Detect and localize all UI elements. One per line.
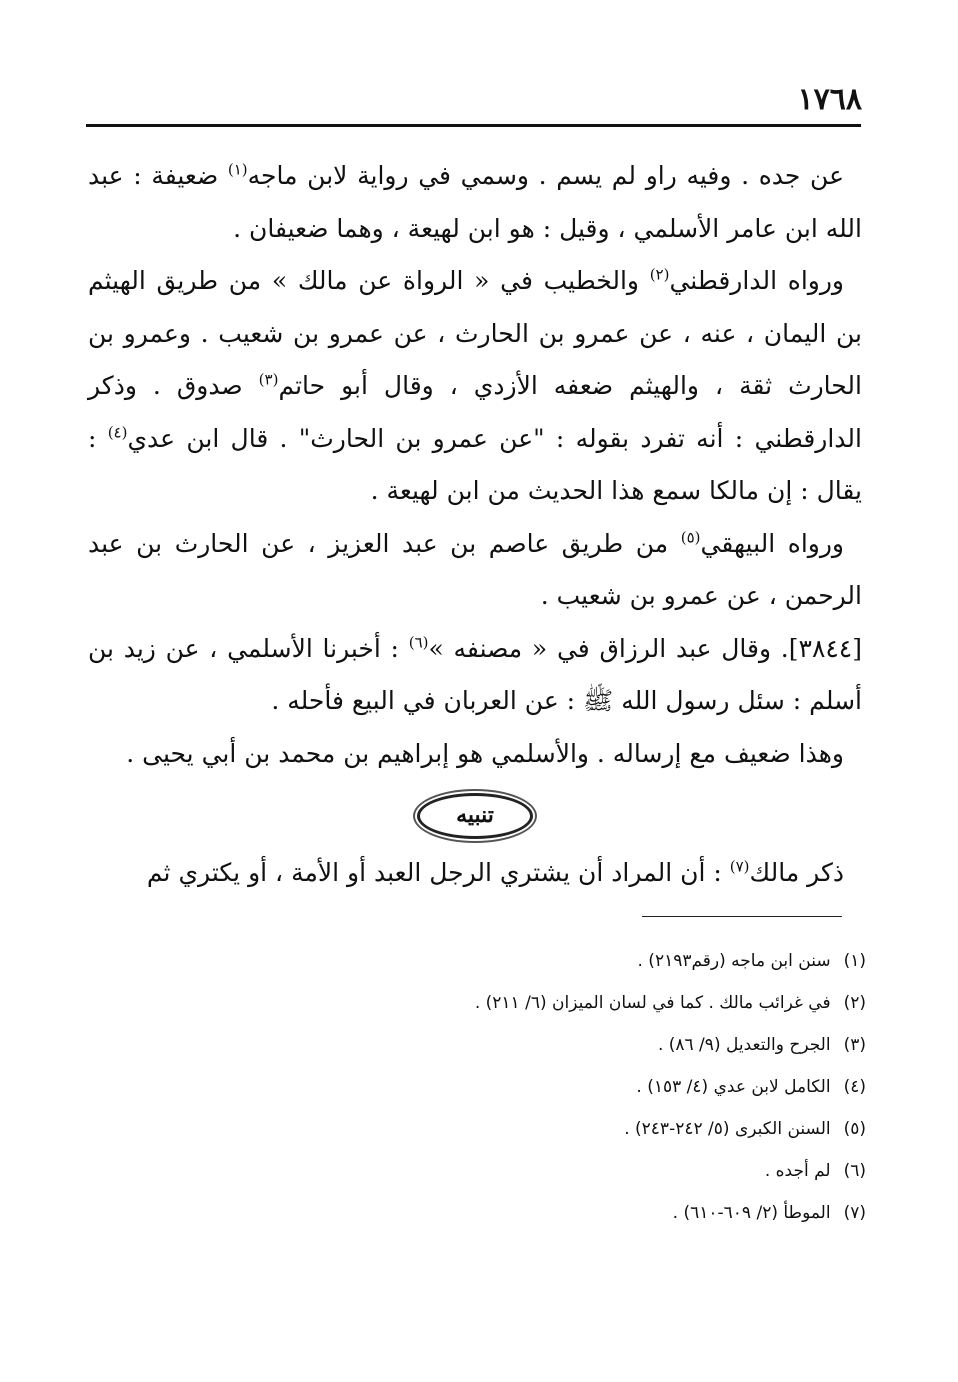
paragraph bbox=[88, 255, 862, 518]
footnote bbox=[306, 1024, 866, 1066]
footnotes bbox=[306, 940, 866, 1234]
text-run: ذكر مالك bbox=[749, 858, 844, 887]
footnote-number: (٢) bbox=[843, 993, 866, 1013]
footnote-number: (٣) bbox=[843, 1035, 866, 1055]
paragraph bbox=[88, 623, 862, 728]
footnote-separator bbox=[642, 916, 842, 917]
footnote-marker: (٥) bbox=[680, 528, 701, 547]
footnote bbox=[306, 982, 866, 1024]
footnote-number: (٥) bbox=[843, 1119, 866, 1139]
section-heading-wrapper bbox=[88, 783, 862, 845]
footnote-text: في غرائب مالك . كما في لسان الميزان (٦/ ٢١١) . bbox=[474, 993, 831, 1013]
footnote bbox=[306, 1150, 866, 1192]
final-paragraph bbox=[88, 847, 862, 900]
paragraph bbox=[88, 150, 862, 255]
footnote-marker: (٤) bbox=[107, 423, 128, 442]
footnote-text: الكامل لابن عدي (٤/ ١٥٣) . bbox=[636, 1077, 831, 1097]
paragraph bbox=[88, 728, 862, 781]
footnote-number: (٦) bbox=[843, 1161, 866, 1181]
footnote bbox=[306, 940, 866, 982]
text-run: : يقال : إن مالكا سمع هذا الحديث من ابن لهيعة . bbox=[88, 423, 862, 505]
paragraph bbox=[88, 518, 862, 623]
page-number: ١٧٦٨ bbox=[797, 82, 862, 117]
text-run: عن جده . وفيه راو لم يسم . وسمي في رواية لابن ماجه bbox=[247, 161, 844, 190]
text-run: ورواه البيهقي bbox=[700, 528, 844, 558]
footnote-number: (٤) bbox=[843, 1077, 866, 1097]
text-run: ورواه الدارقطني bbox=[669, 266, 844, 295]
section-heading: تنبيه bbox=[417, 793, 533, 839]
footnote bbox=[306, 1108, 866, 1150]
footnote-marker: (٢) bbox=[649, 265, 670, 284]
footnote-marker: (١) bbox=[227, 160, 248, 179]
footnote-text: السنن الكبرى (٥/ ٢٤٢-٢٤٣) . bbox=[624, 1119, 831, 1139]
footnote bbox=[306, 1066, 866, 1108]
footnote bbox=[306, 1192, 866, 1234]
text-run: من طريق عاصم بن عبد العزيز ، عن الحارث بن عبد الرحمن ، عن عمرو بن شعيب . bbox=[88, 528, 862, 610]
footnote-marker: (٦) bbox=[408, 633, 429, 652]
text-run: والخطيب في « الرواة عن مالك » من طريق الهيثم بن اليمان ، عنه ، عن عمرو بن الحارث ، عن عمرو بن شعيب . وعمرو بن الحارث ثقة ، والهيثم ضعفه الأزدي ، وقال أبو حاتم bbox=[88, 266, 862, 400]
footnote-text: لم أجده . bbox=[764, 1161, 831, 1181]
header-rule bbox=[86, 124, 861, 127]
footnote-number: (٧) bbox=[843, 1203, 866, 1223]
text-run: ضعيفة : عبد الله ابن عامر الأسلمي ، وقيل : هو ابن لهيعة ، وهما ضعيفان . bbox=[88, 161, 862, 243]
text-run: وهذا ضعيف مع إرساله . والأسلمي هو إبراهيم بن محمد بن أبي يحيى . bbox=[126, 738, 844, 768]
text-run: [٣٨٤٤]. وقال عبد الرزاق في « مصنفه » bbox=[428, 633, 862, 663]
main-text bbox=[88, 150, 862, 900]
footnote-text: سنن ابن ماجه (رقم٢١٩٣) . bbox=[637, 951, 831, 971]
footnote-text: الجرح والتعديل (٩/ ٨٦) . bbox=[657, 1035, 831, 1055]
footnote-marker: (٧) bbox=[729, 857, 750, 876]
text-run: : أخبرنا الأسلمي ، عن زيد بن أسلم : سئل رسول الله ﷺ : عن العربان في البيع فأحله . bbox=[88, 633, 862, 715]
footnote-number: (١) bbox=[843, 951, 866, 971]
footnote-marker: (٣) bbox=[258, 370, 279, 389]
text-run: صدوق . وذكر الدارقطني : أنه تفرد بقوله : "عن عمرو بن الحارث" . قال ابن عدي bbox=[88, 371, 862, 453]
text-run: : أن المراد أن يشتري الرجل العبد أو الأمة ، أو يكتري ثم bbox=[146, 858, 730, 887]
footnote-text: الموطأ (٢/ ٦٠٩-٦١٠) . bbox=[672, 1203, 831, 1223]
